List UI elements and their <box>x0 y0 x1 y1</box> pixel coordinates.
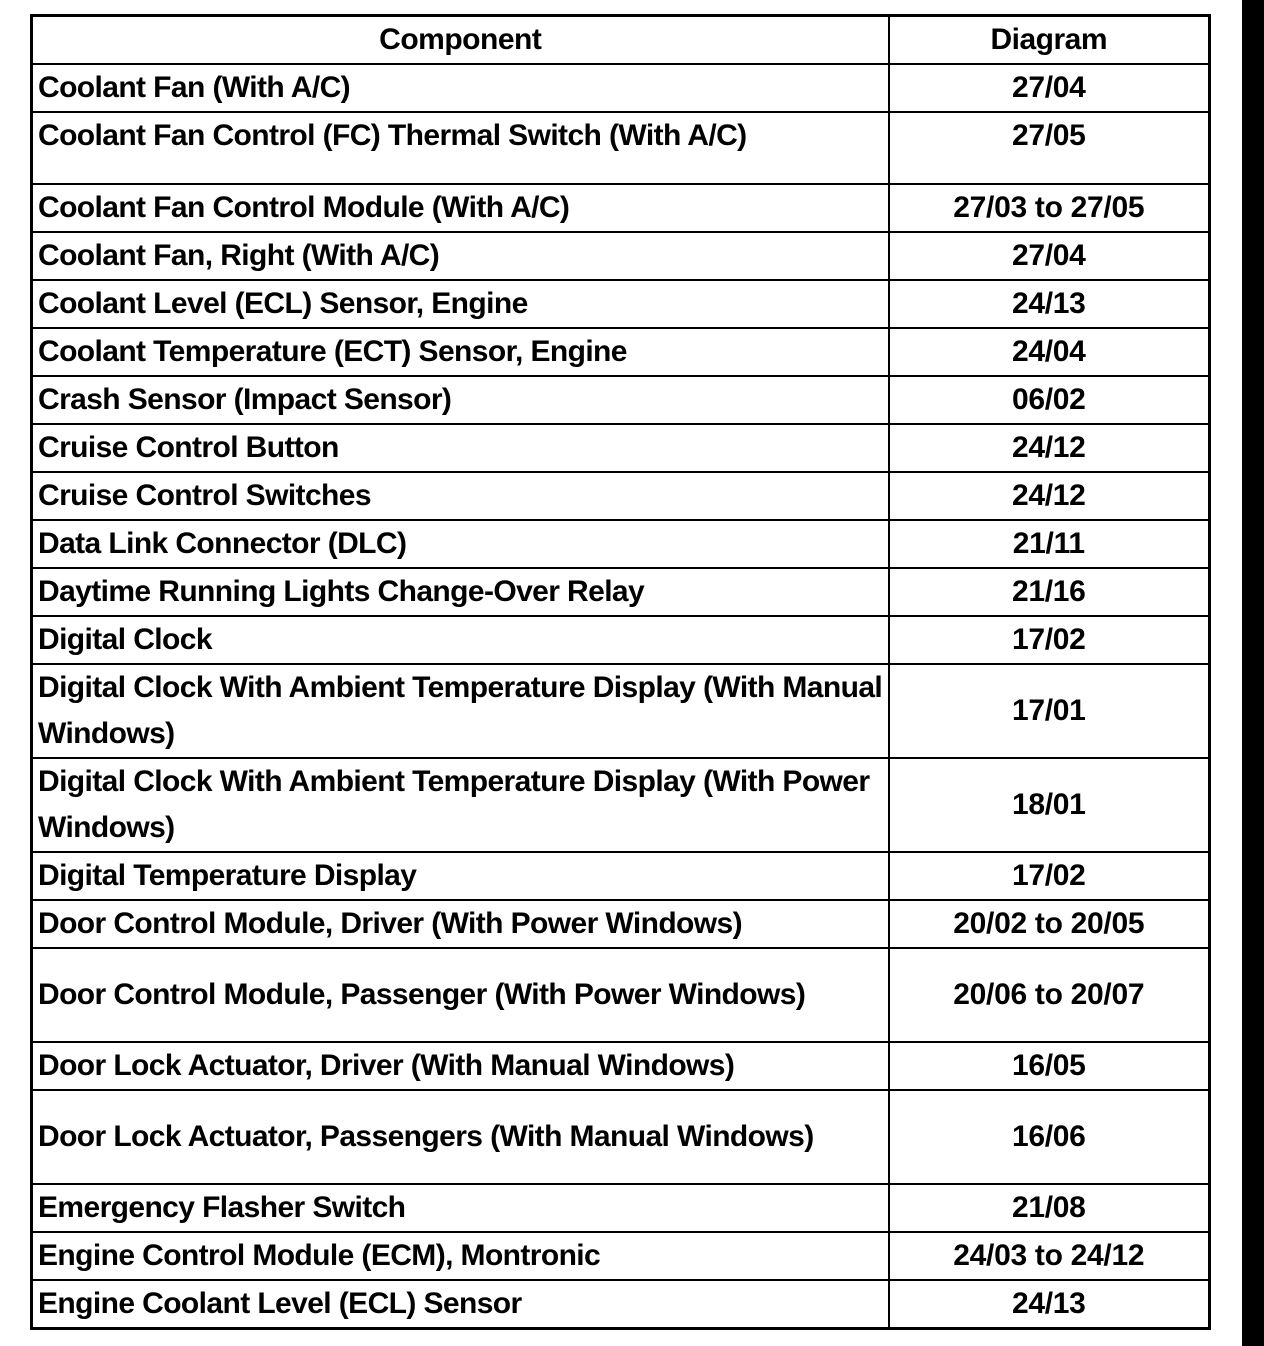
diagram-cell: 27/04 <box>889 64 1210 112</box>
component-cell: Digital Clock <box>32 616 889 664</box>
diagram-cell: 27/04 <box>889 232 1210 280</box>
table-row <box>32 852 1210 900</box>
component-diagram-table <box>30 14 1211 1330</box>
component-cell: Digital Temperature Display <box>32 852 889 900</box>
right-edge-bar <box>1242 0 1264 1346</box>
diagram-cell: 27/05 <box>889 112 1210 184</box>
component-cell: Cruise Control Button <box>32 424 889 472</box>
diagram-cell: 24/03 to 24/12 <box>889 1232 1210 1280</box>
table-row <box>32 184 1210 232</box>
diagram-cell: 24/13 <box>889 1280 1210 1329</box>
diagram-cell: 18/01 <box>889 758 1210 852</box>
diagram-cell: 27/03 to 27/05 <box>889 184 1210 232</box>
diagram-cell: 16/06 <box>889 1090 1210 1184</box>
table-row <box>32 900 1210 948</box>
table-row <box>32 112 1210 184</box>
table-row <box>32 1280 1210 1329</box>
table-row <box>32 472 1210 520</box>
table-row <box>32 328 1210 376</box>
table-row <box>32 948 1210 1042</box>
component-cell: Digital Clock With Ambient Temperature Display (With Power Windows) <box>32 758 889 852</box>
table-row <box>32 1042 1210 1090</box>
diagram-cell: 17/02 <box>889 852 1210 900</box>
diagram-cell: 21/11 <box>889 520 1210 568</box>
component-cell: Door Lock Actuator, Passengers (With Manual Windows) <box>32 1090 889 1184</box>
component-column-header: Component <box>32 16 889 65</box>
table-row <box>32 616 1210 664</box>
diagram-cell: 24/12 <box>889 472 1210 520</box>
table-row <box>32 1090 1210 1184</box>
table-row <box>32 758 1210 852</box>
table-row <box>32 664 1210 758</box>
component-cell: Door Lock Actuator, Driver (With Manual Windows) <box>32 1042 889 1090</box>
diagram-column-header: Diagram <box>889 16 1210 65</box>
diagram-cell: 24/04 <box>889 328 1210 376</box>
component-cell: Coolant Fan Control Module (With A/C) <box>32 184 889 232</box>
table-row <box>32 232 1210 280</box>
diagram-cell: 17/02 <box>889 616 1210 664</box>
diagram-cell: 21/16 <box>889 568 1210 616</box>
component-cell: Crash Sensor (Impact Sensor) <box>32 376 889 424</box>
diagram-cell: 06/02 <box>889 376 1210 424</box>
component-cell: Coolant Fan (With A/C) <box>32 64 889 112</box>
component-cell: Digital Clock With Ambient Temperature Display (With Manual Windows) <box>32 664 889 758</box>
diagram-cell: 20/06 to 20/07 <box>889 948 1210 1042</box>
component-cell: Engine Coolant Level (ECL) Sensor <box>32 1280 889 1329</box>
diagram-cell: 20/02 to 20/05 <box>889 900 1210 948</box>
diagram-cell: 21/08 <box>889 1184 1210 1232</box>
component-cell: Coolant Fan, Right (With A/C) <box>32 232 889 280</box>
table-row <box>32 520 1210 568</box>
table-row <box>32 376 1210 424</box>
component-cell: Coolant Temperature (ECT) Sensor, Engine <box>32 328 889 376</box>
diagram-cell: 24/12 <box>889 424 1210 472</box>
component-cell: Engine Control Module (ECM), Montronic <box>32 1232 889 1280</box>
table-row <box>32 1232 1210 1280</box>
component-cell: Coolant Level (ECL) Sensor, Engine <box>32 280 889 328</box>
table-row <box>32 568 1210 616</box>
component-cell: Daytime Running Lights Change-Over Relay <box>32 568 889 616</box>
table-row <box>32 280 1210 328</box>
table-row <box>32 1184 1210 1232</box>
diagram-cell: 16/05 <box>889 1042 1210 1090</box>
component-cell: Door Control Module, Driver (With Power Windows) <box>32 900 889 948</box>
component-cell: Data Link Connector (DLC) <box>32 520 889 568</box>
component-cell: Cruise Control Switches <box>32 472 889 520</box>
diagram-cell: 17/01 <box>889 664 1210 758</box>
component-cell: Emergency Flasher Switch <box>32 1184 889 1232</box>
table-header-row <box>32 16 1210 65</box>
diagram-cell: 24/13 <box>889 280 1210 328</box>
component-cell: Door Control Module, Passenger (With Power Windows) <box>32 948 889 1042</box>
table-row <box>32 64 1210 112</box>
component-cell: Coolant Fan Control (FC) Thermal Switch (With A/C) <box>32 112 889 184</box>
table-row <box>32 424 1210 472</box>
